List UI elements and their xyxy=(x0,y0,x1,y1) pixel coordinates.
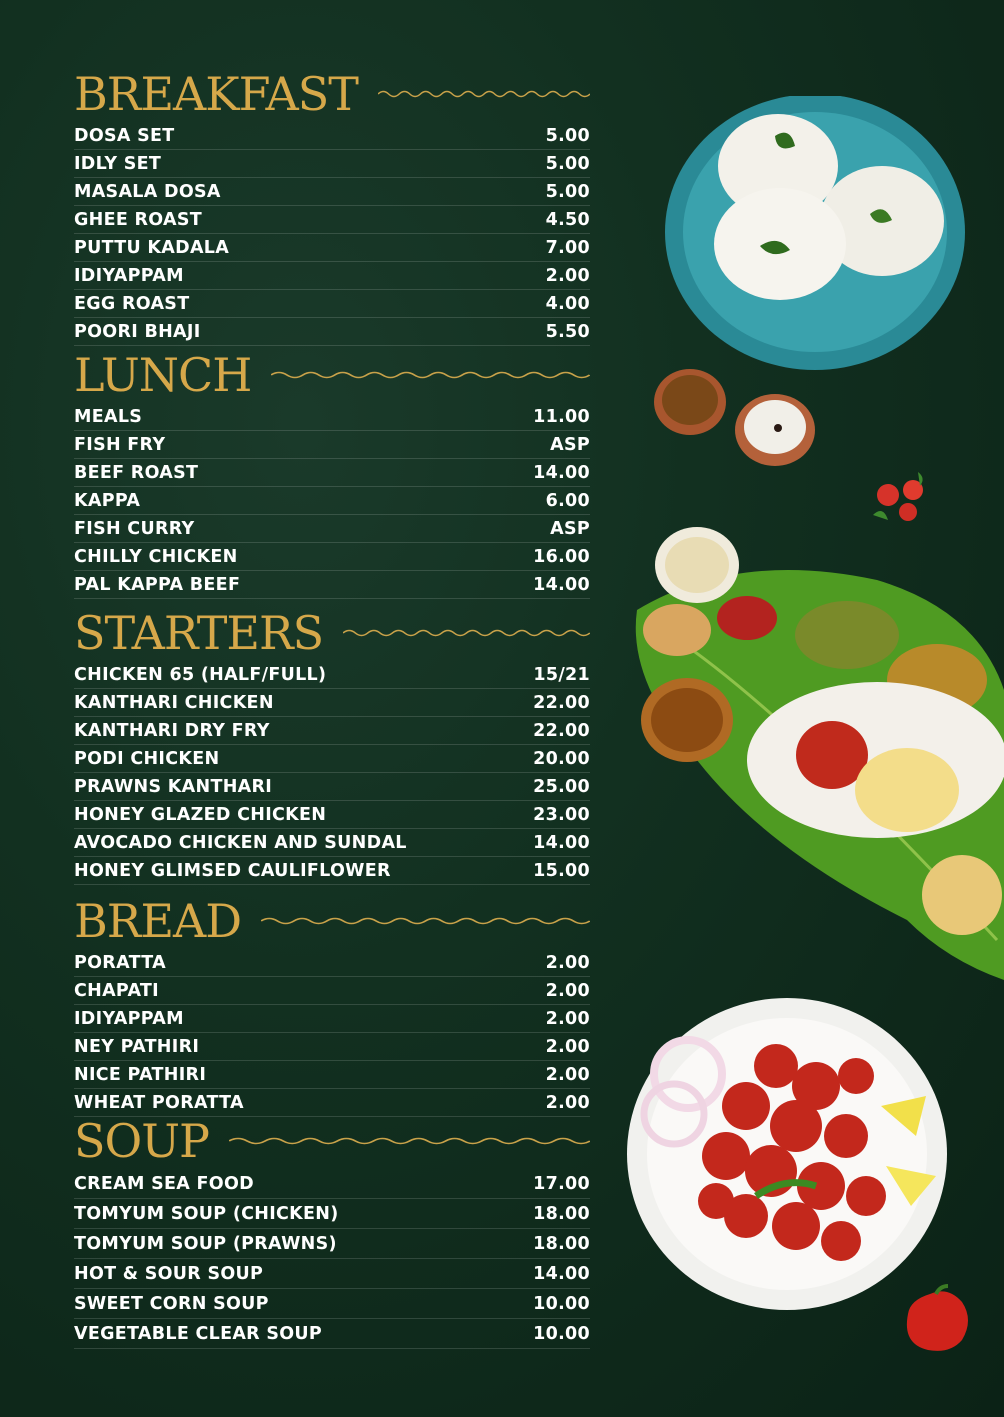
menu-item-name: CREAM SEA FOOD xyxy=(74,1173,254,1194)
menu-item-price: 5.50 xyxy=(545,321,590,342)
menu-item-row xyxy=(74,689,590,717)
menu-item-row xyxy=(74,318,590,346)
menu-item-row xyxy=(74,262,590,290)
section-header xyxy=(74,605,590,661)
menu-item-name: MEALS xyxy=(74,406,143,427)
menu-item-price: 18.00 xyxy=(533,1203,590,1224)
menu-item-row xyxy=(74,1289,590,1319)
section-title: LUNCH xyxy=(74,348,252,402)
menu-item-price: 5.00 xyxy=(545,181,590,202)
menu-item-price: 11.00 xyxy=(533,406,590,427)
menu-item-name: PAL KAPPA BEEF xyxy=(74,574,241,595)
menu-item-price: 5.00 xyxy=(545,125,590,146)
menu-item-name: GHEE ROAST xyxy=(74,209,202,230)
menu-item-price: 4.50 xyxy=(545,209,590,230)
menu-item-name: KANTHARI DRY FRY xyxy=(74,720,270,741)
section-title: BREAKFAST xyxy=(74,67,358,121)
menu-item-name: KAPPA xyxy=(74,490,141,511)
menu-item-name: KANTHARI CHICKEN xyxy=(74,692,274,713)
wavy-divider xyxy=(271,368,590,382)
menu-item-name: TOMYUM SOUP (PRAWNS) xyxy=(74,1233,337,1254)
menu-item-name: NICE PATHIRI xyxy=(74,1064,207,1085)
menu-item-price: 20.00 xyxy=(533,748,590,769)
menu-item-name: PORATTA xyxy=(74,952,166,973)
menu-item-row xyxy=(74,290,590,318)
menu-item-name: CHILLY CHICKEN xyxy=(74,546,238,567)
menu-item-row xyxy=(74,234,590,262)
menu-item-price: 2.00 xyxy=(545,952,590,973)
section-header xyxy=(74,66,590,122)
menu-item-price: 17.00 xyxy=(533,1173,590,1194)
section-soup xyxy=(74,1113,590,1349)
menu-item-row xyxy=(74,829,590,857)
menu-item-price: 2.00 xyxy=(545,265,590,286)
wavy-divider xyxy=(261,914,590,928)
section-header xyxy=(74,347,590,403)
menu-item-name: VEGETABLE CLEAR SOUP xyxy=(74,1323,323,1344)
chicken-65-plate-image xyxy=(626,996,948,1312)
menu-item-row xyxy=(74,773,590,801)
menu-item-row xyxy=(74,1061,590,1089)
menu-item-name: TOMYUM SOUP (CHICKEN) xyxy=(74,1203,339,1224)
menu-item-name: DOSA SET xyxy=(74,125,175,146)
menu-item-row xyxy=(74,1229,590,1259)
menu-item-price: 23.00 xyxy=(533,804,590,825)
menu-item-price: 25.00 xyxy=(533,776,590,797)
menu-item-name: PUTTU KADALA xyxy=(74,237,230,258)
menu-item-row xyxy=(74,178,590,206)
menu-item-name: HONEY GLIMSED CAULIFLOWER xyxy=(74,860,391,881)
menu-item-price: 2.00 xyxy=(545,1008,590,1029)
menu-item-price: 2.00 xyxy=(545,980,590,1001)
idli-plate-image xyxy=(660,96,970,376)
menu-item-name: MASALA DOSA xyxy=(74,181,221,202)
menu-item-price: 15/21 xyxy=(533,664,590,685)
menu-item-name: SWEET CORN SOUP xyxy=(74,1293,269,1314)
section-lunch xyxy=(74,347,590,599)
menu-item-name: FISH FRY xyxy=(74,434,166,455)
menu-item-row xyxy=(74,661,590,689)
menu-item-price: 2.00 xyxy=(545,1064,590,1085)
section-title: SOUP xyxy=(74,1114,209,1168)
menu-item-price: 14.00 xyxy=(533,462,590,483)
menu-item-row xyxy=(74,801,590,829)
section-bread xyxy=(74,893,590,1117)
menu-item-name: WHEAT PORATTA xyxy=(74,1092,244,1113)
section-breakfast xyxy=(74,66,590,346)
menu-item-price: 10.00 xyxy=(533,1293,590,1314)
menu-item-price: 16.00 xyxy=(533,546,590,567)
menu-item-name: EGG ROAST xyxy=(74,293,190,314)
menu-item-row xyxy=(74,1033,590,1061)
menu-item-row xyxy=(74,571,590,599)
menu-item-price: 7.00 xyxy=(545,237,590,258)
menu-item-price: 2.00 xyxy=(545,1036,590,1057)
menu-item-row xyxy=(74,977,590,1005)
menu-item-row xyxy=(74,122,590,150)
menu-item-row xyxy=(74,150,590,178)
menu-item-name: CHAPATI xyxy=(74,980,159,1001)
section-title: STARTERS xyxy=(74,606,324,660)
menu-item-price: 10.00 xyxy=(533,1323,590,1344)
menu-item-row xyxy=(74,515,590,543)
wavy-divider xyxy=(378,87,590,101)
menu-item-row xyxy=(74,403,590,431)
menu-item-row xyxy=(74,949,590,977)
menu-item-price: 5.00 xyxy=(545,153,590,174)
menu-item-name: POORI BHAJI xyxy=(74,321,201,342)
menu-item-row xyxy=(74,857,590,885)
menu-item-name: HOT & SOUR SOUP xyxy=(74,1263,264,1284)
menu-item-name: CHICKEN 65 (HALF/FULL) xyxy=(74,664,327,685)
menu-item-name: PODI CHICKEN xyxy=(74,748,220,769)
menu-item-price: 14.00 xyxy=(533,832,590,853)
menu-item-row xyxy=(74,717,590,745)
menu-item-price: 6.00 xyxy=(545,490,590,511)
menu-item-name: BEEF ROAST xyxy=(74,462,199,483)
menu-item-row xyxy=(74,459,590,487)
menu-item-price: 22.00 xyxy=(533,720,590,741)
menu-item-row xyxy=(74,745,590,773)
menu-item-row xyxy=(74,1259,590,1289)
menu-item-name: PRAWNS KANTHARI xyxy=(74,776,273,797)
menu-item-name: NEY PATHIRI xyxy=(74,1036,200,1057)
menu-item-name: AVOCADO CHICKEN AND SUNDAL xyxy=(74,832,407,853)
wavy-divider xyxy=(229,1134,590,1148)
menu-item-row xyxy=(74,1199,590,1229)
menu-item-price: 14.00 xyxy=(533,1263,590,1284)
section-header xyxy=(74,1113,590,1169)
menu-item-row xyxy=(74,1005,590,1033)
section-header xyxy=(74,893,590,949)
menu-item-row xyxy=(74,1319,590,1349)
menu-item-price: 14.00 xyxy=(533,574,590,595)
red-pepper-image xyxy=(896,1284,976,1354)
menu-item-row xyxy=(74,487,590,515)
menu-item-row xyxy=(74,206,590,234)
menu-item-price: 4.00 xyxy=(545,293,590,314)
menu-item-price: 15.00 xyxy=(533,860,590,881)
menu-item-price: ASP xyxy=(550,518,590,539)
menu-item-price: 22.00 xyxy=(533,692,590,713)
menu-item-row xyxy=(74,543,590,571)
section-starters xyxy=(74,605,590,885)
menu-item-price: 18.00 xyxy=(533,1233,590,1254)
menu-item-name: HONEY GLAZED CHICKEN xyxy=(74,804,327,825)
menu-item-name: IDIYAPPAM xyxy=(74,265,184,286)
menu-item-name: IDLY SET xyxy=(74,153,162,174)
banana-leaf-meal-image xyxy=(617,520,1004,980)
menu-item-name: FISH CURRY xyxy=(74,518,195,539)
menu-item-row xyxy=(74,1169,590,1199)
section-title: BREAD xyxy=(74,894,242,948)
wavy-divider xyxy=(343,626,590,640)
menu-item-price: 2.00 xyxy=(545,1092,590,1113)
menu-item-name: IDIYAPPAM xyxy=(74,1008,184,1029)
chutney-bowls-image xyxy=(650,362,820,472)
menu-item-price: ASP xyxy=(550,434,590,455)
menu-item-row xyxy=(74,431,590,459)
